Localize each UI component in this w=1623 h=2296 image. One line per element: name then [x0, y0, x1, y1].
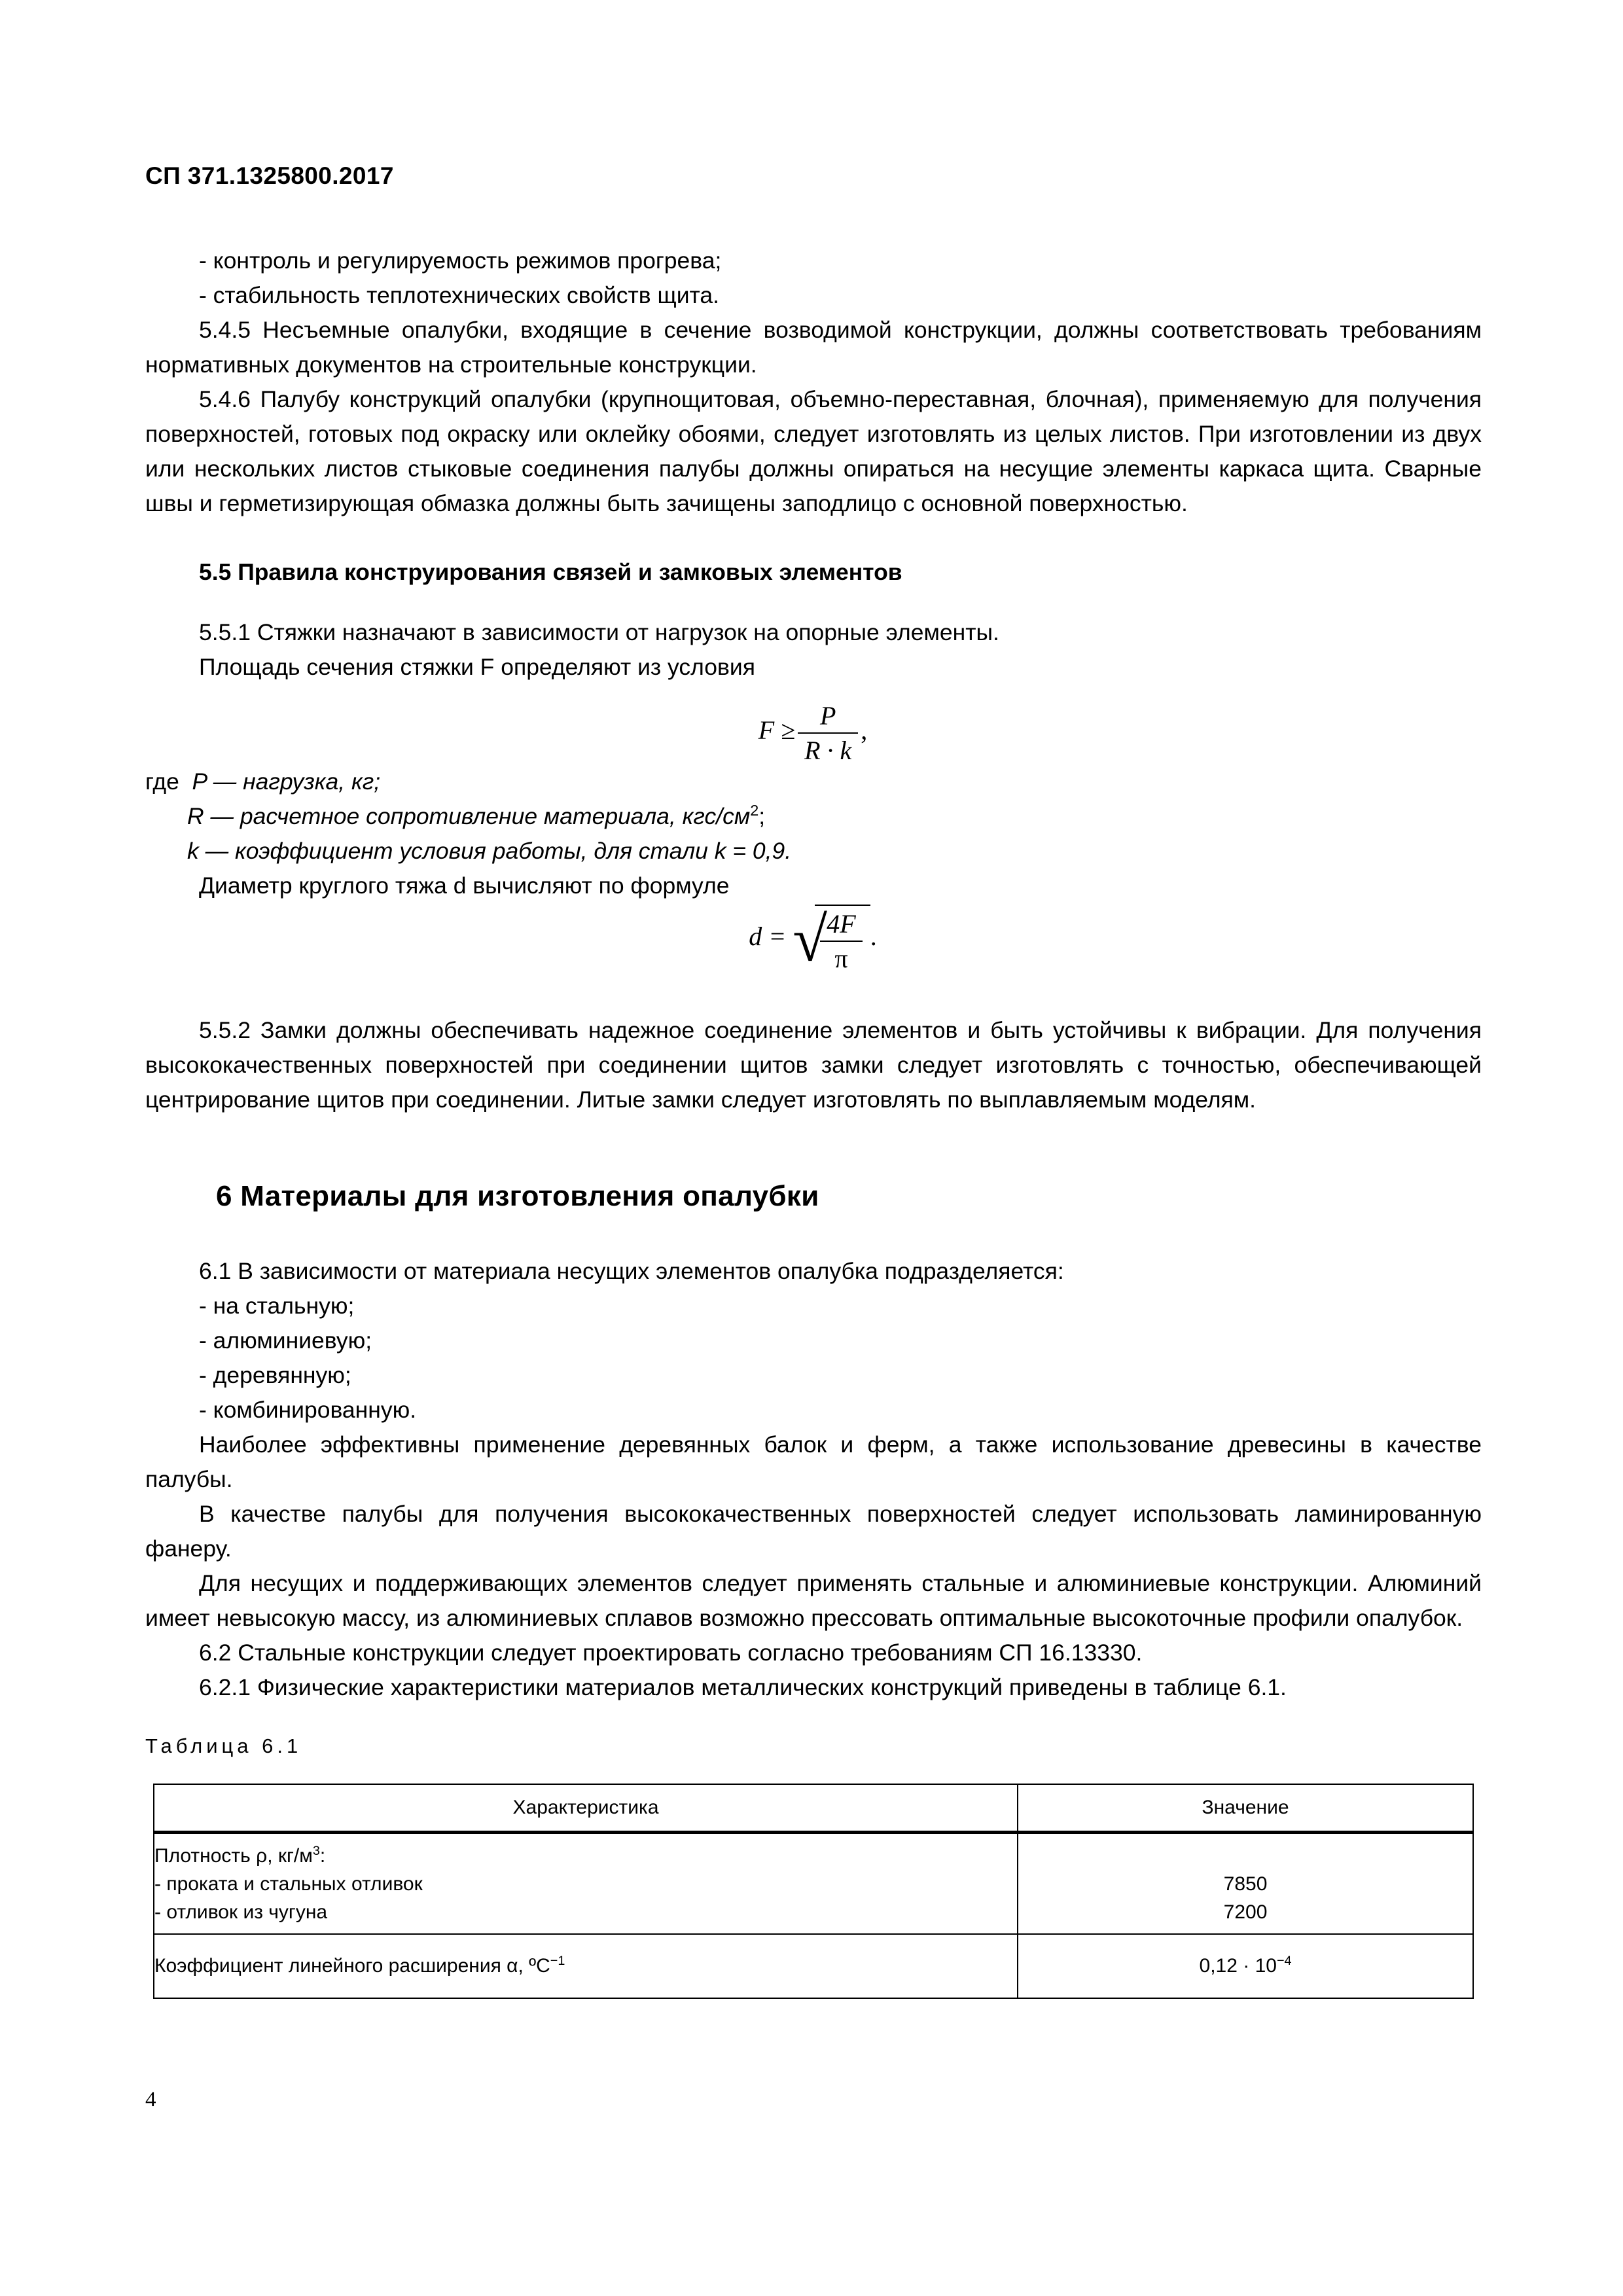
bullet-wooden: - деревянную; [199, 1362, 351, 1388]
formula-2-radical-group [793, 905, 870, 974]
paragraph-effective-timber: Наиболее эффективны применение деревянных балок и ферм, а также использование древесины в качестве палубы. [145, 1431, 1482, 1492]
formula-2-numerator: 4F [820, 908, 862, 942]
formula-2-trailing-period: . [870, 922, 877, 952]
table-row-expansion [154, 1934, 1473, 1998]
table-body [154, 1833, 1473, 1999]
density-title-text: Плотность ρ, кг/м [154, 1844, 313, 1867]
formula-1-numerator: P [798, 700, 858, 734]
density-title-exponent: 3 [312, 1843, 320, 1858]
definition-R-exponent: 2 [750, 802, 759, 819]
where-label: где [145, 768, 179, 795]
density-title-colon: : [319, 1844, 326, 1867]
paragraph-5-5-1-b: Площадь сечения стяжки F определяют из условия [199, 654, 755, 680]
formula-1-lhs: F ≥ [758, 715, 796, 745]
definition-R: R — расчетное сопротивление материала, кгс/см [187, 803, 751, 829]
definition-k: k — коэффициент условия работы, для стали k = 0,9. [187, 838, 792, 864]
expansion-value-exponent: −4 [1276, 1954, 1292, 1968]
formula-1-trailing-comma: , [861, 715, 868, 745]
definition-k-line [145, 834, 1482, 869]
document-code-header: СП 371.1325800.2017 [145, 162, 394, 189]
paragraph-5-4-6: 5.4.6 Палубу конструкций опалубки (крупнощитовая, объемно-переставная, блочная), применяемую для получения поверхностей, готовых под окраску или оклейку обоями, следует изготовлять из целых листов. При изготовлении из двух или нескольких листов стыковые соединения палубы должны опираться на несущие элементы каркаса щита. Сварные швы и герметизирующая обмазка должны быть зачищены заподлицо с основной поверхностью. [145, 386, 1482, 516]
expansion-label-exponent: −1 [550, 1954, 565, 1968]
table-cell-density-value [1018, 1833, 1473, 1935]
paragraph-6-2-1: 6.2.1 Физические характеристики материалов металлических конструкций приведены в таблице 6.1. [199, 1674, 1287, 1700]
formula-1-definitions [145, 764, 1482, 903]
bullet-steel: - на стальную; [199, 1293, 355, 1319]
paragraph-5-4-5: 5.4.5 Несъемные опалубки, входящие в сечение возводимой конструкции, должны соответствовать требованиям нормативных документов на строительные конструкции. [145, 317, 1482, 378]
table-head [154, 1784, 1473, 1833]
paragraph-diameter-intro: Диаметр круглого тяжа d вычисляют по формуле [199, 872, 730, 899]
table-cell-expansion-label [154, 1934, 1018, 1998]
table-header-value: Значение [1018, 1784, 1473, 1833]
section-5-5-1-block [145, 615, 1482, 685]
table-cell-expansion-value [1018, 1934, 1473, 1998]
formula-2-lhs: d = [749, 922, 787, 952]
paragraph-5-5-2: 5.5.2 Замки должны обеспечивать надежное соединение элементов и быть устойчивы к вибрации. Для получения высококачественных поверхностей при соединении щитов замки следует изготовлять с точностью, обеспечивающей центрирование щитов при соединении. Литые замки следует изготовлять по выплавляемым моделям. [145, 1017, 1482, 1113]
table-header-row [154, 1784, 1473, 1833]
density-item-castiron: - отливок из чугуна [154, 1901, 328, 1923]
table-header-characteristic: Характеристика [154, 1784, 1018, 1833]
paragraph-bearing-elements: Для несущих и поддерживающих элементов следует применять стальные и алюминиевые конструкции. Алюминий имеет невысокую массу, из алюминиевых сплавов возможно прессовать оптимальные высокоточные профили опалубок. [145, 1570, 1482, 1631]
section-5-5-2-block [145, 1013, 1482, 1117]
table-cell-density-label [154, 1833, 1018, 1935]
density-value-rolled: 7850 [1223, 1873, 1268, 1895]
expansion-value-text: 0,12 · 10 [1199, 1955, 1277, 1977]
formula-1-fraction [798, 700, 858, 766]
expansion-label-text: Коэффициент линейного расширения α, ºС [154, 1955, 550, 1977]
table-material-properties [153, 1784, 1474, 1999]
bullet-thermal-stability: - стабильность теплотехнических свойств щита. [199, 282, 720, 308]
section-6-1-block [145, 1254, 1482, 1705]
formula-rod-diameter [145, 905, 1480, 974]
paragraph-6-2: 6.2 Стальные конструкции следует проектировать согласно требованиям СП 16.13330. [199, 1640, 1143, 1666]
definition-intro [145, 764, 1482, 799]
density-title-line [154, 1842, 1017, 1870]
density-item-rolled: - проката и стальных отливок [154, 1873, 423, 1895]
density-value-spacer [1018, 1842, 1472, 1870]
heading-6: 6 Материалы для изготовления опалубки [216, 1180, 819, 1212]
formula-1-denominator: R · k [804, 736, 852, 765]
formula-tie-area [145, 700, 1480, 766]
definition-P: P — нагрузка, кг; [192, 768, 381, 795]
definition-R-semicolon: ; [758, 803, 766, 829]
bullet-control-heating: - контроль и регулируемость режимов прогрева; [199, 247, 722, 274]
page-number: 4 [145, 2088, 156, 2111]
section-5-4-block [145, 243, 1482, 521]
paragraph-5-5-1-a: 5.5.1 Стяжки назначают в зависимости от нагрузок на опорные элементы. [199, 619, 999, 645]
formula-2-denominator: π [834, 944, 848, 973]
bullet-combined: - комбинированную. [199, 1397, 417, 1423]
square-root-icon: √ [793, 904, 827, 975]
definition-R-line [145, 799, 1482, 834]
heading-5-5: 5.5 Правила конструирования связей и замковых элементов [199, 559, 902, 585]
paragraph-6-1: 6.1 В зависимости от материала несущих элементов опалубка подразделяется: [199, 1258, 1064, 1284]
table-row-density [154, 1833, 1473, 1935]
paragraph-laminated-plywood: В качестве палубы для получения высококачественных поверхностей следует использовать ламинированную фанеру. [145, 1501, 1482, 1562]
density-value-castiron: 7200 [1223, 1901, 1268, 1923]
table-caption: Таблица 6.1 [145, 1734, 302, 1757]
bullet-aluminium: - алюминиевую; [199, 1327, 372, 1354]
